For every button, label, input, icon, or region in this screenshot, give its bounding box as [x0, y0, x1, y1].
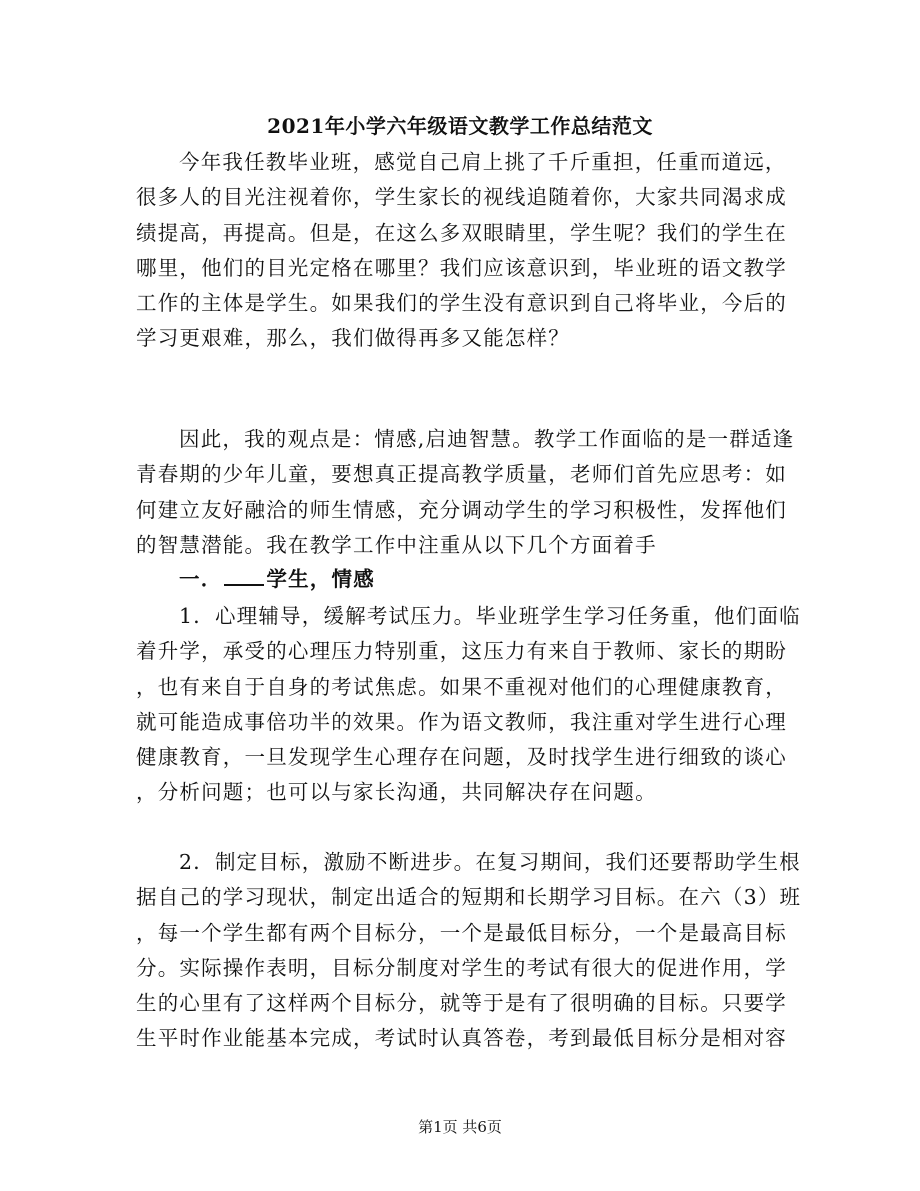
paragraph-line: 青春期的少年儿童，要想真正提高教学质量，老师们首先应思考：如 — [136, 462, 787, 487]
paragraph-line: 工作的主体是学生。如果我们的学生没有意识到自己将毕业，今后的 — [136, 291, 787, 316]
paragraph-line: ，分析问题；也可以与家长沟通，共同解决存在问题。 — [136, 780, 657, 805]
paragraph-line: 哪里，他们的目光定格在哪里？我们应该意识到，毕业班的语文教学 — [136, 255, 787, 280]
paragraph-line: 很多人的目光注视着你，学生家长的视线追随着你，大家共同渴求成 — [136, 185, 787, 210]
paragraph-line: 生的心里有了这样两个目标分，就等于是有了很明确的目标。只要学 — [136, 991, 787, 1016]
paragraph-line: ，每一个学生都有两个目标分，一个是最低目标分，一个是最高目标 — [136, 920, 787, 945]
paragraph-line: 就可能造成事倍功半的效果。作为语文教师，我注重对学生进行心理 — [136, 709, 787, 734]
heading-number: 一． — [179, 567, 223, 591]
paragraph-line: ，也有来自于自身的考试焦虑。如果不重视对他们的心理健康教育， — [136, 674, 787, 699]
paragraph-line: 据自己的学习现状，制定出适合的短期和长期学习目标。在六（3）班 — [136, 885, 802, 910]
paragraph-line: 2．制定目标，激励不断进步。在复习期间，我们还要帮助学生根 — [179, 850, 801, 874]
paragraph-line: 1．心理辅导，缓解考试压力。毕业班学生学习任务重，他们面临 — [179, 604, 801, 628]
paragraph-line: 的智慧潜能。我在教学工作中注重从以下几个方面着手 — [136, 532, 657, 557]
section-heading — [136, 562, 784, 597]
paragraph-line: 何建立友好融洽的师生情感，充分调动学生的学习积极性，发挥他们 — [136, 497, 787, 522]
document-title: 2021年小学六年级语文教学工作总结范文 — [267, 114, 653, 138]
heading-text: 学生，情感 — [266, 567, 375, 591]
paragraph-1 — [136, 145, 787, 357]
paragraph-line: 因此，我的观点是：情感,启迪智慧。教学工作面临的是一群适逢 — [179, 427, 795, 451]
paragraph-3 — [136, 599, 801, 811]
paragraph-line: 学习更艰难，那么，我们做得再多又能怎样？ — [136, 326, 570, 351]
paragraph-line: 生平时作业能基本完成，考试时认真答卷，考到最低目标分是相对容 — [136, 1026, 787, 1051]
paragraph-line: 绩提高，再提高。但是，在这么多双眼睛里，学生呢？我们的学生在 — [136, 220, 787, 245]
page-footer: 第1页 共6页 — [418, 1118, 502, 1136]
paragraph-line: 健康教育，一旦发现学生心理存在问题，及时找学生进行细致的谈心 — [136, 745, 787, 770]
paragraph-2 — [136, 422, 795, 563]
paragraph-line: 今年我任教毕业班，感觉自己肩上挑了千斤重担，任重而道远， — [179, 150, 787, 174]
paragraph-line: 分。实际操作表明，目标分制度对学生的考试有很大的促进作用，学 — [136, 955, 787, 980]
paragraph-line: 着升学，承受的心理压力特别重，这压力有来自于教师、家长的期盼 — [136, 639, 787, 664]
fill-in-blank — [224, 566, 264, 586]
paragraph-4 — [136, 845, 802, 1057]
